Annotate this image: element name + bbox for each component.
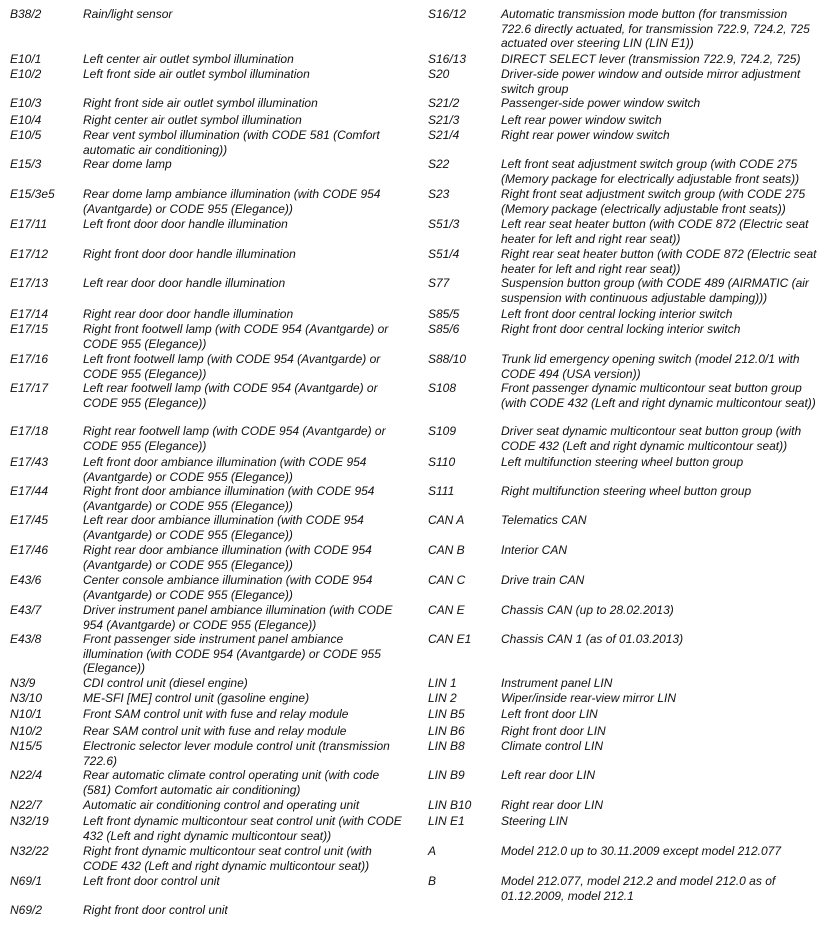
component-description: Electronic selector lever module control unit (transmission 722.6) (83, 739, 390, 768)
component-description: Center console ambiance illumination (with CODE 954 (Avantgarde) or CODE 955 (Elegance)) (83, 573, 373, 602)
component-description: Right rear power window switch (501, 128, 670, 142)
component-description: Driver-side power window and outside mirror adjustment switch group (501, 67, 801, 96)
component-code: S85/5 (428, 307, 460, 321)
component-description: Rear vent symbol illumination (with CODE 581 (Comfort automatic air conditioning)) (83, 128, 380, 157)
component-description: Left front door LIN (501, 707, 598, 721)
component-code: S21/3 (428, 113, 460, 127)
component-code: B (428, 874, 437, 888)
component-code: LIN B6 (428, 724, 465, 738)
component-description: Left front footwell lamp (with CODE 954 (Avantgarde) or CODE 955 (Elegance)) (83, 352, 381, 381)
component-description: Right front door door handle illumination (83, 247, 296, 261)
component-code: E17/13 (10, 276, 49, 290)
component-description: Right front door ambiance illumination (with CODE 954 (Avantgarde) or CODE 955 (Elegance)) (83, 484, 375, 513)
component-code: N32/22 (10, 844, 49, 858)
component-code: N69/1 (10, 874, 43, 888)
component-code: S110 (428, 455, 456, 469)
component-code: E17/44 (10, 484, 49, 498)
component-code: LIN 1 (428, 676, 457, 690)
component-description: Left front door central locking interior switch (501, 307, 733, 321)
component-description: Instrument panel LIN (501, 676, 613, 690)
component-code: N10/1 (10, 707, 43, 721)
component-code: E15/3 (10, 157, 42, 171)
component-code: N3/10 (10, 691, 43, 705)
component-description: Chassis CAN (up to 28.02.2013) (501, 603, 674, 617)
component-description: Right front dynamic multicontour seat control unit (with CODE 432 (Left and right dynamic multicontour seat)) (83, 844, 372, 873)
component-description: Left front dynamic multicontour seat control unit (with CODE 432 (Left and right dynamic multicontour seat)) (83, 814, 402, 843)
component-description: Automatic transmission mode button (for transmission 722.6 directly actuated, for transmission 722.9, 724.2, 725 actuated over steering LIN (LIN E1)) (501, 7, 810, 50)
component-code: E10/2 (10, 67, 42, 81)
component-code: E17/18 (10, 424, 49, 438)
component-description: Model 212.0 up to 30.11.2009 except model 212.077 (501, 844, 781, 858)
component-description: Left rear door ambiance illumination (with CODE 954 (Avantgarde) or CODE 955 (Elegance)) (83, 513, 364, 542)
component-description: Left front door ambiance illumination (with CODE 954 (Avantgarde) or CODE 955 (Elegance)) (83, 455, 367, 484)
component-code: CAN A (428, 513, 465, 527)
component-code: E10/3 (10, 96, 42, 110)
component-description: Driver instrument panel ambiance illumination (with CODE 954 (Avantgarde) or CODE 955 (Elegance)) (83, 603, 393, 632)
component-code: E17/45 (10, 513, 49, 527)
component-description: Left center air outlet symbol illumination (83, 52, 294, 66)
component-code: S23 (428, 187, 450, 201)
component-code: S85/6 (428, 322, 460, 336)
component-code: N22/7 (10, 798, 43, 812)
component-description: Rear dome lamp ambiance illumination (with CODE 954 (Avantgarde) or CODE 955 (Elegance)) (83, 187, 381, 216)
component-code: S88/10 (428, 352, 467, 366)
component-code: S51/3 (428, 217, 460, 231)
component-description: ME-SFI [ME] control unit (gasoline engine) (83, 691, 310, 705)
component-description: Left multifunction steering wheel button group (501, 455, 744, 469)
component-code: E10/4 (10, 113, 42, 127)
component-code: S21/2 (428, 96, 460, 110)
component-description: Suspension button group (with CODE 489 (AIRMATIC (air suspension with continuous adjustable damping))) (501, 276, 809, 305)
component-code: S16/13 (428, 52, 467, 66)
component-code: E43/7 (10, 603, 42, 617)
component-code: S77 (428, 276, 450, 290)
component-code: S108 (428, 381, 457, 395)
component-code: B38/2 (10, 7, 42, 21)
component-code: E10/1 (10, 52, 42, 66)
component-description: Front SAM control unit with fuse and relay module (83, 707, 349, 721)
component-description: Automatic air conditioning control and operating unit (83, 798, 360, 812)
component-description: Model 212.077, model 212.2 and model 212.0 as of 01.12.2009, model 212.1 (501, 874, 776, 903)
component-description: Passenger-side power window switch (501, 96, 701, 110)
component-code: CAN E1 (428, 632, 472, 646)
component-description: Rear automatic climate control operating unit (with code (581) Comfort automatic air conditioning) (83, 768, 380, 797)
component-code: CAN B (428, 543, 465, 557)
component-code: LIN B10 (428, 798, 472, 812)
component-code: LIN B9 (428, 768, 465, 782)
component-description: Left rear footwell lamp (with CODE 954 (Avantgarde) or CODE 955 (Elegance)) (83, 381, 378, 410)
component-description: Wiper/inside rear-view mirror LIN (501, 691, 677, 705)
component-code: E17/43 (10, 455, 49, 469)
component-code: N69/2 (10, 903, 43, 917)
component-code: E17/17 (10, 381, 49, 395)
component-code: E17/46 (10, 543, 49, 557)
component-description: Right front door LIN (501, 724, 606, 738)
component-description: Driver seat dynamic multicontour seat button group (with CODE 432 (Left and right dynamic multicontour seat)) (501, 424, 802, 453)
component-description: Left front side air outlet symbol illumination (83, 67, 310, 81)
component-code: E17/11 (10, 217, 48, 231)
component-code: N10/2 (10, 724, 43, 738)
component-code: N15/5 (10, 739, 43, 753)
component-description: Left front seat adjustment switch group (with CODE 275 (Memory package for electrically adjustable front seats)) (501, 157, 800, 186)
component-description: Front passenger side instrument panel ambiance illumination (with CODE 954 (Avantgarde) or CODE 955 (Elegance)) (83, 632, 381, 675)
component-code: S109 (428, 424, 457, 438)
component-code: S51/4 (428, 247, 460, 261)
component-code: S111 (428, 484, 455, 498)
component-code: S16/12 (428, 7, 467, 21)
component-code: E43/6 (10, 573, 42, 587)
component-code: LIN E1 (428, 814, 465, 828)
component-code: N22/4 (10, 768, 43, 782)
component-description: Right front side air outlet symbol illumination (83, 96, 318, 110)
component-code: CAN E (428, 603, 465, 617)
component-code: E10/5 (10, 128, 42, 142)
component-description: CDI control unit (diesel engine) (83, 676, 248, 690)
component-description: Left front door door handle illumination (83, 217, 288, 231)
component-description: Right rear footwell lamp (with CODE 954 (Avantgarde) or CODE 955 (Elegance)) (83, 424, 386, 453)
component-description: Right front footwell lamp (with CODE 954 (Avantgarde) or CODE 955 (Elegance)) (83, 322, 389, 351)
component-code: N32/19 (10, 814, 49, 828)
component-code: LIN 2 (428, 691, 457, 705)
component-code: S22 (428, 157, 450, 171)
component-description: DIRECT SELECT lever (transmission 722.9, 724.2, 725) (501, 52, 801, 66)
component-code: E15/3e5 (10, 187, 55, 201)
component-description: Rain/light sensor (83, 7, 173, 21)
component-code: E17/15 (10, 322, 49, 336)
component-description: Steering LIN (501, 814, 568, 828)
component-description: Telematics CAN (501, 513, 587, 527)
component-description: Chassis CAN 1 (as of 01.03.2013) (501, 632, 684, 646)
component-description: Trunk lid emergency opening switch (model 212.0/1 with CODE 494 (USA version)) (501, 352, 800, 381)
component-code: S21/4 (428, 128, 460, 142)
component-code: E17/16 (10, 352, 49, 366)
component-description: Right rear door ambiance illumination (with CODE 954 (Avantgarde) or CODE 955 (Elegance)) (83, 543, 372, 572)
component-description: Left front door control unit (83, 874, 220, 888)
component-description: Left rear door LIN (501, 768, 596, 782)
component-description: Right rear seat heater button (with CODE 872 (Electric seat heater for left and right rear seat)) (501, 247, 817, 276)
component-description: Left rear door door handle illumination (83, 276, 286, 290)
component-description: Right front door control unit (83, 903, 228, 917)
component-code: LIN B5 (428, 707, 465, 721)
component-code: LIN B8 (428, 739, 465, 753)
component-description: Left rear power window switch (501, 113, 662, 127)
component-description: Rear SAM control unit with fuse and relay module (83, 724, 347, 738)
component-code: S20 (428, 67, 450, 81)
component-description: Rear dome lamp (83, 157, 172, 171)
component-description: Interior CAN (501, 543, 568, 557)
component-description: Right multifunction steering wheel button group (501, 484, 752, 498)
component-code: CAN C (428, 573, 466, 587)
component-code: A (428, 844, 437, 858)
component-description: Right rear door door handle illumination (83, 307, 294, 321)
component-description: Right rear door LIN (501, 798, 604, 812)
component-description: Right center air outlet symbol illumination (83, 113, 302, 127)
component-code: E17/12 (10, 247, 49, 261)
component-description: Right front seat adjustment switch group (with CODE 275 (Memory package (electrically adjustable front seats)) (501, 187, 806, 216)
component-description: Climate control LIN (501, 739, 604, 753)
component-code: E43/8 (10, 632, 42, 646)
component-description: Left rear seat heater button (with CODE 872 (Electric seat heater for left and right rear seat)) (501, 217, 809, 246)
component-code: N3/9 (10, 676, 36, 690)
component-code: E17/14 (10, 307, 49, 321)
component-description: Drive train CAN (501, 573, 585, 587)
component-description: Right front door central locking interior switch (501, 322, 741, 336)
component-description: Front passenger dynamic multicontour seat button group (with CODE 432 (Left and right dynamic multicontour seat)) (501, 381, 816, 410)
